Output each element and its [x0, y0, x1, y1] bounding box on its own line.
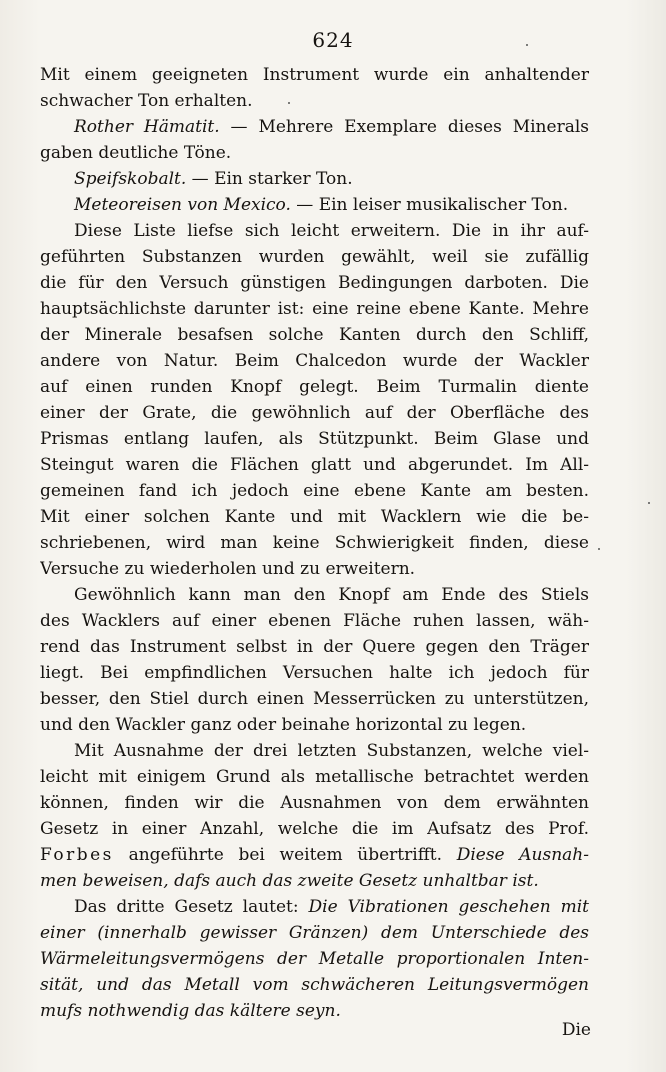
text-line: geführten Substanzen wurden gewählt, weil sie zufällig [40, 247, 589, 267]
text-line: Gesetz in einer Anzahl, welche die im Aufsatz des Prof. [40, 819, 589, 839]
text-line: Mit Ausnahme der drei letzten Substanzen, welche viel- [74, 741, 589, 761]
text-line: gaben deutliche Töne. [40, 143, 232, 163]
text-line: sität, und das Metall vom schwächeren Leitungsvermögen [40, 975, 589, 995]
text-line: andere von Natur. Beim Chalcedon wurde der Wackler [40, 351, 589, 371]
page-number: 624 [312, 28, 354, 52]
ink-speck [288, 102, 290, 104]
ink-speck [648, 502, 650, 504]
text-line: und den Wackler ganz oder beinahe horizontal zu legen. [40, 715, 527, 735]
text-line: gemeinen fand ich jedoch eine ebene Kante am besten. [40, 481, 589, 501]
text-line [40, 842, 589, 868]
text-line: besser, den Stiel durch einen Messerrücken zu unterstützen, [40, 689, 589, 709]
text-line [40, 894, 589, 920]
text-run: — Mehrere Exemplare dieses Minerals [219, 117, 589, 137]
text-line: Prismas entlang laufen, als Stützpunkt. Beim Glase und [40, 429, 589, 449]
text-line: können, finden wir die Ausnahmen von dem erwähnten [40, 793, 589, 813]
text-line: hauptsächlichste darunter ist: eine reine ebene Kante. Mehre [40, 299, 589, 319]
emphasis-run: Diese Ausnah- [456, 845, 589, 865]
text-line: der Minerale besafsen solche Kanten durch den Schliff, [40, 325, 589, 345]
text-line: Mit einem geeigneten Instrument wurde ein anhaltender [40, 65, 589, 85]
text-line: liegt. Bei empfindlichen Versuchen halte ich jedoch für [40, 663, 589, 683]
text-line [40, 192, 589, 218]
text-line: einer der Grate, die gewöhnlich auf der Oberfläche des [40, 403, 589, 423]
text-run: — Ein starker Ton. [186, 169, 353, 189]
text-line: des Wacklers auf einer ebenen Fläche ruhen lassen, wäh- [40, 611, 589, 631]
text-line [40, 166, 589, 192]
ink-speck [526, 44, 528, 46]
text-line: Wärmeleitungsvermögens der Metalle proportionalen Inten- [40, 949, 589, 969]
mineral-name: Meteoreisen von Mexico. [74, 195, 291, 215]
text-line: schriebenen, wird man keine Schwierigkeit finden, diese [40, 533, 589, 553]
text-line: Diese Liste liefse sich leicht erweitern. Die in ihr auf- [74, 221, 589, 241]
text-line: Steingut waren die Flächen glatt und abgerundet. Im All- [40, 455, 589, 475]
text-line: schwacher Ton erhalten. [40, 91, 253, 111]
mineral-name: Rother Hämatit. [74, 117, 220, 137]
text-run: angeführte bei weitem übertrifft. [113, 845, 457, 865]
text-line: Versuche zu wiederholen und zu erweitern. [40, 559, 416, 579]
mineral-name: Speifskobalt. [74, 169, 187, 189]
text-run: Das dritte Gesetz lautet: [74, 897, 309, 917]
text-line: mufs nothwendig das kältere seyn. [40, 1001, 341, 1021]
emphasis-run: Die Vibrationen geschehen mit [308, 897, 589, 917]
ink-speck [598, 548, 600, 550]
text-line [40, 114, 589, 140]
text-line: Gewöhnlich kann man den Knopf am Ende des Stiels [74, 585, 589, 605]
author-name: Forbes [40, 845, 114, 865]
text-line: einer (innerhalb gewisser Gränzen) dem Unterschiede des [40, 923, 589, 943]
text-line: leicht mit einigem Grund als metallische betrachtet werden [40, 767, 589, 787]
text-line: men beweisen, dafs auch das zweite Gesetz unhaltbar ist. [40, 871, 539, 891]
text-line: die für den Versuch günstigen Bedingungen darboten. Die [40, 273, 589, 293]
catchword: Die [561, 1020, 591, 1040]
text-line: rend das Instrument selbst in der Quere gegen den Träger [40, 637, 589, 657]
text-line: auf einen runden Knopf gelegt. Beim Turmalin diente [40, 377, 589, 397]
text-line: Mit einer solchen Kante und mit Wacklern wie die be- [40, 507, 589, 527]
body-text [40, 62, 589, 1024]
text-run: — Ein leiser musikalischer Ton. [290, 195, 569, 215]
